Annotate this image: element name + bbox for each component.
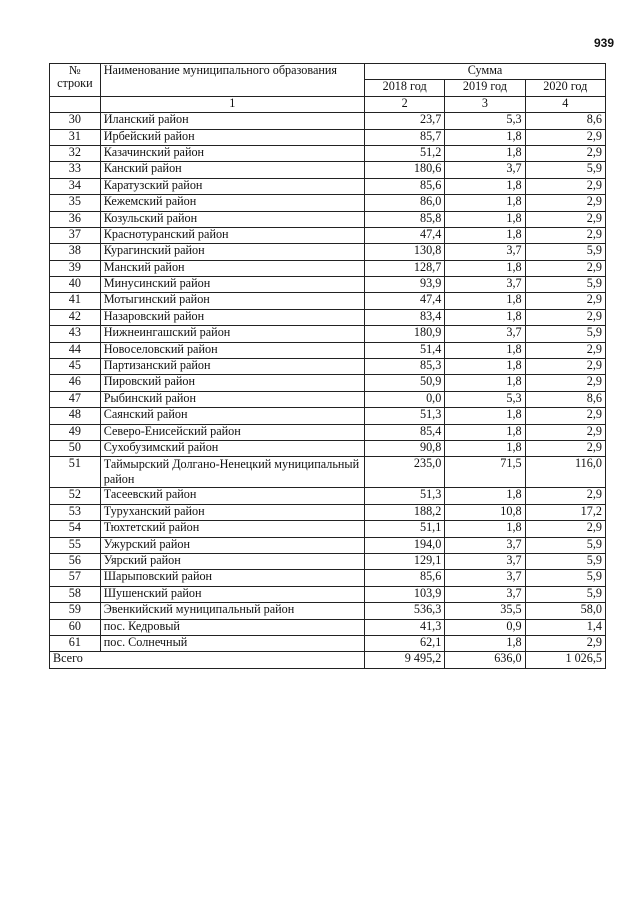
table-row [50, 342, 606, 358]
row-number-cell: 48 [50, 408, 101, 424]
table-row [50, 553, 606, 569]
value-2019-cell: 1,8 [445, 178, 525, 194]
value-2018-cell: 83,4 [364, 309, 444, 325]
value-2019-cell: 1,8 [445, 195, 525, 211]
row-number-cell: 36 [50, 211, 101, 227]
value-2019-cell: 1,8 [445, 635, 525, 651]
value-2019-cell: 3,7 [445, 244, 525, 260]
municipality-name-cell: Минусинский район [100, 277, 364, 293]
value-2018-cell: 51,3 [364, 488, 444, 504]
value-2020-cell: 5,9 [525, 586, 605, 602]
value-2020-cell: 5,9 [525, 277, 605, 293]
table-row [50, 504, 606, 520]
value-2020-cell: 2,9 [525, 488, 605, 504]
table-row [50, 211, 606, 227]
value-2020-cell: 17,2 [525, 504, 605, 520]
value-2020-cell: 2,9 [525, 195, 605, 211]
value-2018-cell: 23,7 [364, 113, 444, 129]
municipality-name-cell: Эвенкийский муниципальный район [100, 603, 364, 619]
table-row [50, 129, 606, 145]
value-2019-cell: 1,8 [445, 293, 525, 309]
table-row [50, 619, 606, 635]
table-row [50, 603, 606, 619]
row-number-cell: 33 [50, 162, 101, 178]
municipality-name-cell: Ужурский район [100, 537, 364, 553]
value-2018-cell: 41,3 [364, 619, 444, 635]
value-2019-cell: 5,3 [445, 113, 525, 129]
value-2020-cell: 2,9 [525, 424, 605, 440]
value-2018-cell: 51,3 [364, 408, 444, 424]
row-number-cell: 40 [50, 277, 101, 293]
row-number-cell: 38 [50, 244, 101, 260]
value-2020-cell: 5,9 [525, 570, 605, 586]
row-number-cell: 32 [50, 145, 101, 161]
value-2018-cell: 85,3 [364, 359, 444, 375]
value-2019-cell: 3,7 [445, 586, 525, 602]
value-2018-cell: 90,8 [364, 440, 444, 456]
value-2019-cell: 10,8 [445, 504, 525, 520]
row-number-cell: 54 [50, 521, 101, 537]
budget-table [49, 63, 606, 669]
municipality-name-cell: Таймырский Долгано-Ненецкий муниципальный район [100, 457, 364, 488]
row-number-cell: 57 [50, 570, 101, 586]
row-number-cell: 55 [50, 537, 101, 553]
row-number-cell: 30 [50, 113, 101, 129]
row-number-cell: 61 [50, 635, 101, 651]
table-row [50, 162, 606, 178]
municipality-name-cell: Курагинский район [100, 244, 364, 260]
value-2019-cell: 1,8 [445, 521, 525, 537]
value-2018-cell: 93,9 [364, 277, 444, 293]
value-2019-cell: 0,9 [445, 619, 525, 635]
value-2020-cell: 116,0 [525, 457, 605, 488]
value-2020-cell: 2,9 [525, 260, 605, 276]
value-2019-cell: 1,8 [445, 488, 525, 504]
value-2020-cell: 5,9 [525, 553, 605, 569]
table-row [50, 195, 606, 211]
municipality-name-cell: Сухобузимский район [100, 440, 364, 456]
value-2020-cell: 5,9 [525, 326, 605, 342]
value-2018-cell: 129,1 [364, 553, 444, 569]
value-2020-cell: 2,9 [525, 342, 605, 358]
row-number-cell: 47 [50, 391, 101, 407]
row-number-cell: 43 [50, 326, 101, 342]
value-2018-cell: 536,3 [364, 603, 444, 619]
table-row [50, 440, 606, 456]
table-row [50, 488, 606, 504]
value-2020-cell: 2,9 [525, 145, 605, 161]
value-2020-cell: 5,9 [525, 537, 605, 553]
value-2018-cell: 47,4 [364, 227, 444, 243]
header-col-number-3: 3 [445, 96, 525, 112]
value-2018-cell: 180,6 [364, 162, 444, 178]
total-label: Всего [50, 652, 365, 668]
municipality-name-cell: Партизанский район [100, 359, 364, 375]
row-number-cell: 60 [50, 619, 101, 635]
municipality-name-cell: Тасеевский район [100, 488, 364, 504]
value-2018-cell: 86,0 [364, 195, 444, 211]
row-number-cell: 50 [50, 440, 101, 456]
table-row [50, 537, 606, 553]
municipality-name-cell: пос. Солнечный [100, 635, 364, 651]
municipality-name-cell: Мотыгинский район [100, 293, 364, 309]
municipality-name-cell: пос. Кедровый [100, 619, 364, 635]
row-number-cell: 56 [50, 553, 101, 569]
row-number-cell: 39 [50, 260, 101, 276]
row-number-cell: 44 [50, 342, 101, 358]
municipality-name-cell: Северо-Енисейский район [100, 424, 364, 440]
row-number-cell: 51 [50, 457, 101, 488]
table-body [50, 113, 606, 652]
value-2020-cell: 5,9 [525, 244, 605, 260]
value-2019-cell: 71,5 [445, 457, 525, 488]
table-row [50, 635, 606, 651]
value-2019-cell: 1,8 [445, 440, 525, 456]
value-2019-cell: 3,7 [445, 537, 525, 553]
value-2019-cell: 1,8 [445, 129, 525, 145]
table-row [50, 375, 606, 391]
header-col-number-4: 4 [525, 96, 605, 112]
municipality-name-cell: Шушенский район [100, 586, 364, 602]
header-year-2019: 2019 год [445, 80, 525, 96]
table-row [50, 424, 606, 440]
value-2020-cell: 2,9 [525, 178, 605, 194]
value-2019-cell: 3,7 [445, 570, 525, 586]
header-sum: Сумма [364, 64, 605, 80]
table-row [50, 586, 606, 602]
value-2018-cell: 85,8 [364, 211, 444, 227]
total-2020: 1 026,5 [525, 652, 605, 668]
value-2019-cell: 1,8 [445, 309, 525, 325]
table-row [50, 260, 606, 276]
row-number-cell: 53 [50, 504, 101, 520]
value-2020-cell: 2,9 [525, 521, 605, 537]
municipality-name-cell: Пировский район [100, 375, 364, 391]
value-2020-cell: 2,9 [525, 309, 605, 325]
value-2019-cell: 1,8 [445, 408, 525, 424]
table-row [50, 113, 606, 129]
row-number-cell: 52 [50, 488, 101, 504]
value-2018-cell: 188,2 [364, 504, 444, 520]
value-2020-cell: 2,9 [525, 408, 605, 424]
value-2018-cell: 235,0 [364, 457, 444, 488]
value-2019-cell: 1,8 [445, 260, 525, 276]
total-row [50, 652, 606, 668]
table-row [50, 178, 606, 194]
value-2020-cell: 8,6 [525, 113, 605, 129]
value-2019-cell: 3,7 [445, 326, 525, 342]
municipality-name-cell: Назаровский район [100, 309, 364, 325]
header-row-number: № строки [50, 64, 101, 97]
row-number-cell: 46 [50, 375, 101, 391]
value-2018-cell: 51,1 [364, 521, 444, 537]
value-2020-cell: 1,4 [525, 619, 605, 635]
header-col-number-blank [50, 96, 101, 112]
value-2019-cell: 3,7 [445, 162, 525, 178]
municipality-name-cell: Туруханский район [100, 504, 364, 520]
table-row [50, 293, 606, 309]
value-2018-cell: 47,4 [364, 293, 444, 309]
value-2020-cell: 2,9 [525, 211, 605, 227]
value-2020-cell: 2,9 [525, 635, 605, 651]
value-2018-cell: 51,4 [364, 342, 444, 358]
table-row [50, 359, 606, 375]
municipality-name-cell: Новоселовский район [100, 342, 364, 358]
value-2019-cell: 35,5 [445, 603, 525, 619]
value-2019-cell: 1,8 [445, 227, 525, 243]
municipality-name-cell: Ирбейский район [100, 129, 364, 145]
row-number-cell: 58 [50, 586, 101, 602]
row-number-cell: 59 [50, 603, 101, 619]
value-2018-cell: 180,9 [364, 326, 444, 342]
table-header [50, 64, 606, 113]
value-2019-cell: 1,8 [445, 145, 525, 161]
row-number-cell: 49 [50, 424, 101, 440]
table-row [50, 391, 606, 407]
value-2019-cell: 5,3 [445, 391, 525, 407]
total-2019: 636,0 [445, 652, 525, 668]
value-2019-cell: 1,8 [445, 424, 525, 440]
value-2018-cell: 103,9 [364, 586, 444, 602]
municipality-name-cell: Тюхтетский район [100, 521, 364, 537]
table-row [50, 145, 606, 161]
value-2020-cell: 2,9 [525, 359, 605, 375]
row-number-cell: 34 [50, 178, 101, 194]
value-2018-cell: 194,0 [364, 537, 444, 553]
municipality-name-cell: Казачинский район [100, 145, 364, 161]
row-number-cell: 35 [50, 195, 101, 211]
municipality-name-cell: Саянский район [100, 408, 364, 424]
value-2019-cell: 3,7 [445, 277, 525, 293]
municipality-name-cell: Нижнеингашский район [100, 326, 364, 342]
header-municipality-name: Наименование муниципального образования [100, 64, 364, 97]
value-2018-cell: 128,7 [364, 260, 444, 276]
header-col-number-2: 2 [364, 96, 444, 112]
table-row [50, 309, 606, 325]
table-row [50, 457, 606, 488]
row-number-cell: 41 [50, 293, 101, 309]
row-number-cell: 31 [50, 129, 101, 145]
value-2019-cell: 3,7 [445, 553, 525, 569]
table-row [50, 570, 606, 586]
value-2020-cell: 2,9 [525, 227, 605, 243]
municipality-name-cell: Козульский район [100, 211, 364, 227]
table-row [50, 277, 606, 293]
value-2018-cell: 85,4 [364, 424, 444, 440]
municipality-name-cell: Шарыповский район [100, 570, 364, 586]
value-2019-cell: 1,8 [445, 342, 525, 358]
value-2019-cell: 1,8 [445, 211, 525, 227]
value-2019-cell: 1,8 [445, 375, 525, 391]
municipality-name-cell: Кежемский район [100, 195, 364, 211]
row-number-cell: 37 [50, 227, 101, 243]
value-2018-cell: 51,2 [364, 145, 444, 161]
table-row [50, 521, 606, 537]
municipality-name-cell: Иланский район [100, 113, 364, 129]
value-2020-cell: 8,6 [525, 391, 605, 407]
header-year-2018: 2018 год [364, 80, 444, 96]
municipality-name-cell: Манский район [100, 260, 364, 276]
value-2018-cell: 85,7 [364, 129, 444, 145]
header-col-number-1: 1 [100, 96, 364, 112]
page-number: 939 [593, 36, 614, 50]
header-year-2020: 2020 год [525, 80, 605, 96]
value-2020-cell: 2,9 [525, 440, 605, 456]
value-2018-cell: 85,6 [364, 178, 444, 194]
table-row [50, 408, 606, 424]
municipality-name-cell: Рыбинский район [100, 391, 364, 407]
municipality-name-cell: Каратузский район [100, 178, 364, 194]
municipality-name-cell: Уярский район [100, 553, 364, 569]
row-number-cell: 42 [50, 309, 101, 325]
table-row [50, 326, 606, 342]
value-2018-cell: 130,8 [364, 244, 444, 260]
municipality-name-cell: Канский район [100, 162, 364, 178]
value-2020-cell: 2,9 [525, 129, 605, 145]
value-2019-cell: 1,8 [445, 359, 525, 375]
value-2020-cell: 58,0 [525, 603, 605, 619]
value-2020-cell: 5,9 [525, 162, 605, 178]
row-number-cell: 45 [50, 359, 101, 375]
value-2018-cell: 50,9 [364, 375, 444, 391]
value-2018-cell: 62,1 [364, 635, 444, 651]
value-2018-cell: 85,6 [364, 570, 444, 586]
total-2018: 9 495,2 [364, 652, 444, 668]
table-row [50, 244, 606, 260]
value-2020-cell: 2,9 [525, 375, 605, 391]
table-row [50, 227, 606, 243]
value-2018-cell: 0,0 [364, 391, 444, 407]
municipality-name-cell: Краснотуранский район [100, 227, 364, 243]
value-2020-cell: 2,9 [525, 293, 605, 309]
